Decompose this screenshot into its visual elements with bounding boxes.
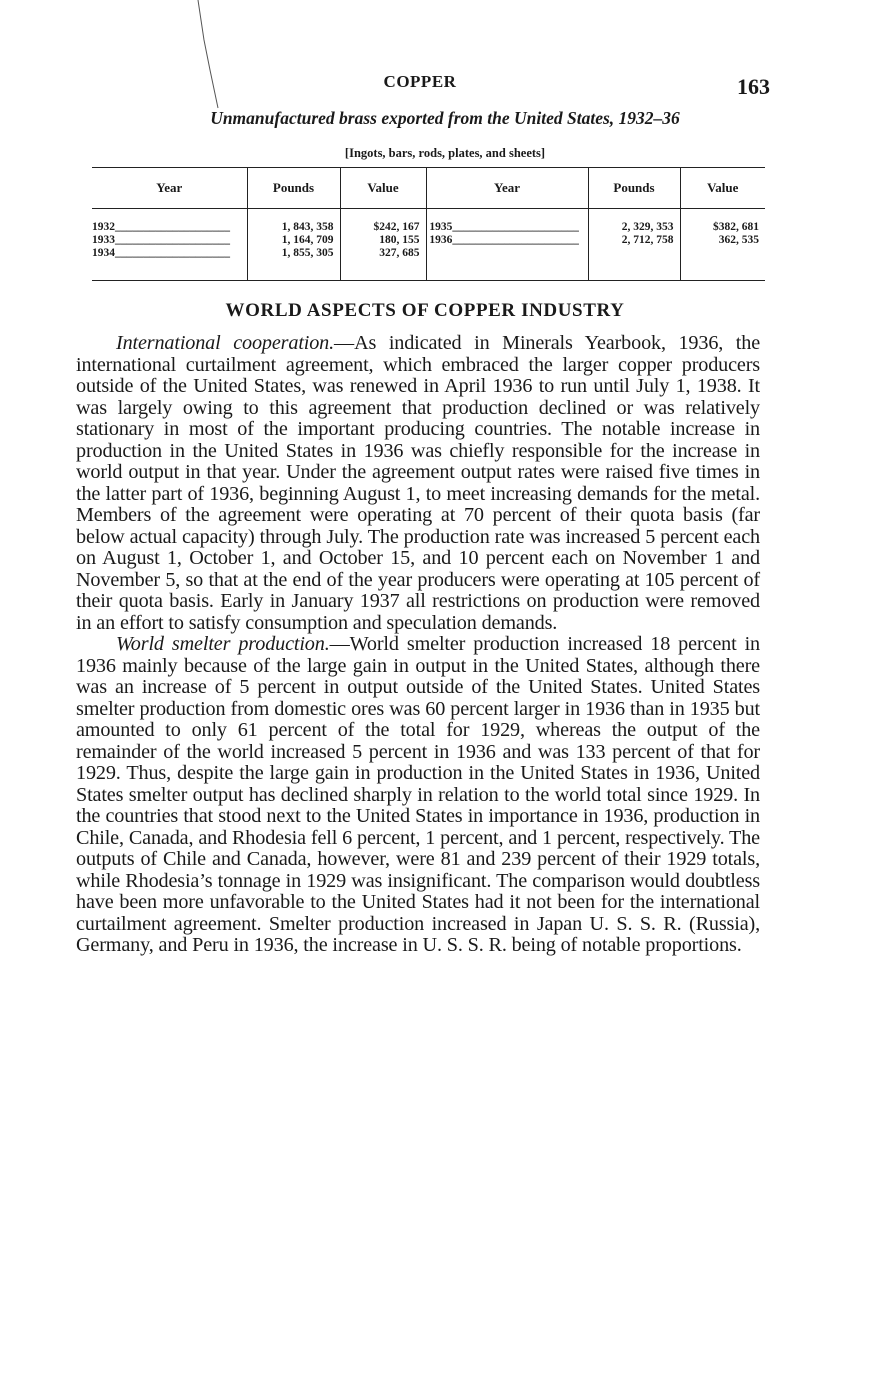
- paragraph-lead: International cooperation.: [116, 332, 335, 354]
- running-head: [0, 72, 883, 102]
- section-heading: WORLD ASPECTS OF COPPER INDUSTRY: [225, 300, 625, 321]
- page-number: 163: [737, 74, 770, 99]
- year-cell: 1933: [92, 234, 115, 246]
- paragraph: [76, 634, 760, 957]
- data-table: [92, 168, 765, 280]
- value-cell: $382, 681: [713, 221, 759, 233]
- pounds-cell: 1, 855, 305: [281, 247, 334, 259]
- pounds-cell: 1, 164, 709: [281, 234, 334, 246]
- year-cell: 1935: [429, 221, 453, 233]
- column-header: Value: [340, 168, 426, 209]
- value-cell: 327, 685: [379, 247, 420, 259]
- value-cell: $242, 167: [373, 221, 420, 233]
- table-title: Unmanufactured brass exported from the United States, 1932–36: [210, 108, 680, 128]
- table-header-row: [92, 168, 765, 209]
- paragraph-text: —As indicated in Minerals Yearbook, 1936, the international curtailment agreement, which embraced the larger copper producers outside of the United States, was renewed in April 1936 to run until July 1, 1938. It was largely owing to this agreement that production declined or was relatively stationary in most of the important producing countries. The notable increase in production in the United States in 1936 was chiefly responsible for the increase in world output in that year. Under the agreement output rates were raised five times in the latter part of 1936, beginning August 1, to meet increasing demands for the metal. Members of the agreement were operating at 70 percent of their quota basis (far below actual capacity) through July. The production rate was increased 5 percent each on August 1, October 1, and October 15, and 10 percent each on November 1 and November 5, so that at the end of the year producers were operating at 105 percent of their quota basis. Early in January 1937 all restrictions on production were removed in an effort to satisfy consumption and speculation demands.: [76, 332, 760, 634]
- column-header: Pounds: [247, 168, 340, 209]
- year-column-left: 1932____________________ 1933____________________ 1934____________________: [92, 221, 230, 259]
- paragraph-lead: World smelter production.: [116, 633, 330, 655]
- year-column-right: 1935______________________ 1936______________________: [426, 209, 588, 281]
- table-row: [92, 209, 765, 281]
- column-header: Pounds: [588, 168, 680, 209]
- pounds-column-right: [588, 209, 680, 281]
- table-subtitle: [Ingots, bars, rods, plates, and sheets]: [344, 146, 546, 160]
- pounds-cell: 2, 329, 353: [621, 221, 674, 233]
- year-cell: 1936: [429, 234, 453, 246]
- body-text: [76, 333, 760, 957]
- pounds-cell: 2, 712, 758: [621, 234, 674, 246]
- column-header: Year: [426, 168, 588, 209]
- value-column-right: [680, 209, 765, 281]
- value-column-left: [340, 209, 426, 281]
- value-cell: 180, 155: [379, 234, 420, 246]
- paragraph-text: —World smelter production increased 18 percent in 1936 mainly because of the large gain in output in the United States, although there was an increase of 5 percent in output outside of the United States. United States smelter production from domestic ores was 60 percent larger in 1936 than in 1935 but amounted to only 61 percent of the total for 1929, whereas the output of the remainder of the world increased 5 percent in 1936 and was 133 percent of that for 1929. Thus, despite the large gain in production in the United States in 1936, United States smelter output has declined sharply in relation to the world total since 1929. In the countries that stood next to the United States in importance in 1936, production in Chile, Canada, and Rhodesia fell 6 percent, 1 percent, and 1 percent, respectively. The outputs of Chile and Canada, however, were 81 and 239 percent of their 1929 totals, while Rhodesia’s tonnage in 1929 was insignificant. The comparison would doubtless have been more unfavorable to the United States had it not been for the international curtailment agreement. Smelter production increased in Japan U. S. S. R. (Russia), Germany, and Peru in 1936, the increase in U. S. S. R. being of notable proportions.: [76, 633, 760, 956]
- column-header: Year: [92, 168, 247, 209]
- year-cell: 1934: [92, 247, 115, 259]
- running-title: COPPER: [383, 72, 457, 91]
- pounds-column-left: [247, 209, 340, 281]
- year-cell: 1932: [92, 221, 115, 233]
- column-header: Value: [680, 168, 765, 209]
- pounds-cell: 1, 843, 358: [281, 221, 334, 233]
- value-cell: 362, 535: [718, 234, 759, 246]
- paragraph: [76, 333, 760, 634]
- brass-export-table: [92, 167, 765, 281]
